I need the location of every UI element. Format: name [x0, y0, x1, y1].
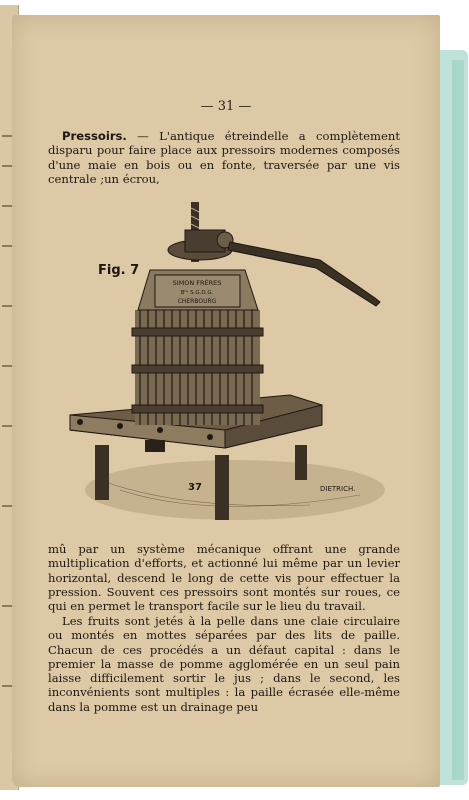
book-page — [12, 15, 440, 787]
plate-line-1: SIMON FRÈRES — [172, 279, 222, 287]
paragraph-3-text: Les fruits sont jetés à la pelle dans une claie circulaire ou montés en mottes séparées par des lits de paille. Chacun de ces procédés a un défaut capital : dans le premier la masse de pomme agglomérée en un seul pain laisse difficilement sortir le jus ; dans le second, les inconvénients sont multiples : la paille écrasée elle-même dans la pomme est un drainage peu — [48, 614, 400, 714]
paragraph-1 — [48, 129, 400, 186]
paragraph-2 — [48, 542, 400, 613]
engraving-number: 37 — [188, 482, 202, 493]
plate-line-3: CHERBOURG — [177, 298, 217, 305]
plate-line-2: Bᵗᵉ S.G.D.G. — [180, 290, 214, 296]
book-cover-spine — [452, 60, 464, 780]
figure-label: Fig. 7 — [98, 263, 140, 278]
paragraph-3 — [48, 614, 400, 714]
page-number: — 31 — — [200, 99, 252, 114]
engraver-signature: DIETRICH. — [320, 485, 356, 493]
paragraph-1-text: — L'antique étreindelle a complètement disparu pour faire place aux pressoirs modernes composés d'une maie en bois ou en fonte, traversée par une vis centrale ;un écrou, — [48, 129, 400, 186]
section-heading: Pressoirs. — [62, 129, 127, 143]
paragraph-2-text: mû par un système mécanique offrant une grande multiplication d'efforts, et actionné lui même par un levier horizontal, descend le long de cette vis pour effectuer la pression. Souvent ces pressoirs sont montés sur roues, ce qui en permet le transport facile sur le lieu du travail. — [48, 542, 400, 614]
cider-press-engraving — [60, 190, 390, 535]
